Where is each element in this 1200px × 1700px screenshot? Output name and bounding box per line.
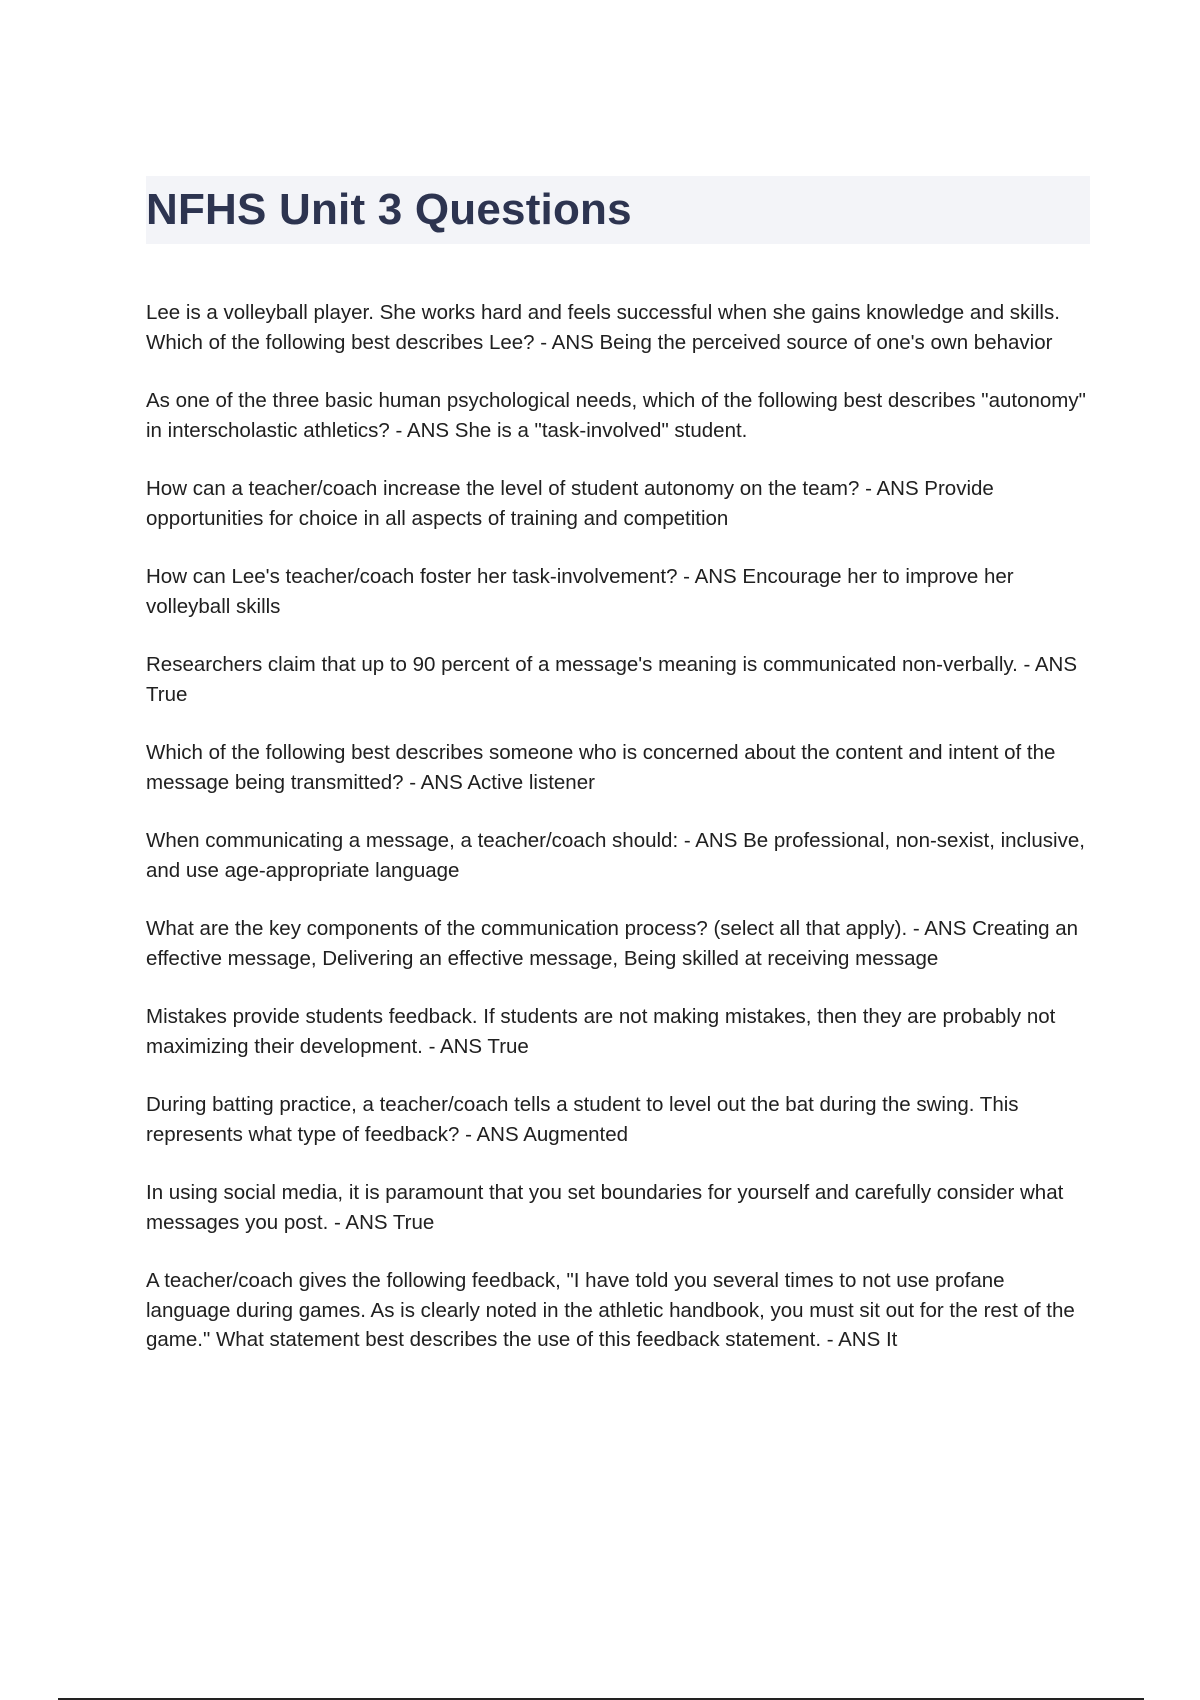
qa-item-5: Researchers claim that up to 90 percent of a message's meaning is communicated non-verbally. - ANS True xyxy=(146,653,1078,706)
qa-item-12: A teacher/coach gives the following feedback, "I have told you several times to not use profane language during games. As is clearly noted in the athletic handbook, you must sit out for the rest of the game." What statement best describes the use of this feedback statement. - ANS It xyxy=(146,1269,1075,1351)
qa-item-3: How can a teacher/coach increase the level of student autonomy on the team? - ANS Provide opportunities for choice in all aspects of training and competition xyxy=(146,477,994,530)
qa-item-11: In using social media, it is paramount that you set boundaries for yourself and carefully consider what messages you post. - ANS True xyxy=(146,1181,1064,1234)
qa-item-8: What are the key components of the communication process? (select all that apply). - ANS Creating an effective message, Delivering an effective message, Being skilled at receiving message xyxy=(146,917,1079,970)
qa-list xyxy=(146,298,1090,1384)
qa-item-7: When communicating a message, a teacher/coach should: - ANS Be professional, non-sexist, inclusive, and use age-appropriate language xyxy=(146,829,1085,882)
qa-item-10: During batting practice, a teacher/coach tells a student to level out the bat during the swing. This represents what type of feedback? - ANS Augmented xyxy=(146,1093,1019,1146)
qa-item-4: How can Lee's teacher/coach foster her task-involvement? - ANS Encourage her to improve her volleyball skills xyxy=(146,565,1014,618)
qa-item-9: Mistakes provide students feedback. If students are not making mistakes, then they are probably not maximizing their development. - ANS True xyxy=(146,1005,1056,1058)
qa-item-6: Which of the following best describes someone who is concerned about the content and intent of the message being transmitted? - ANS Active listener xyxy=(146,741,1056,794)
qa-item-1: Lee is a volleyball player. She works hard and feels successful when she gains knowledge and skills. Which of the following best describes Lee? - ANS Being the perceived source of one's own behavior xyxy=(146,301,1060,354)
qa-item-2: As one of the three basic human psychological needs, which of the following best describes "autonomy" in interscholastic athletics? - ANS She is a "task-involved" student. xyxy=(146,389,1086,442)
page-title: NFHS Unit 3 Questions xyxy=(146,185,632,234)
